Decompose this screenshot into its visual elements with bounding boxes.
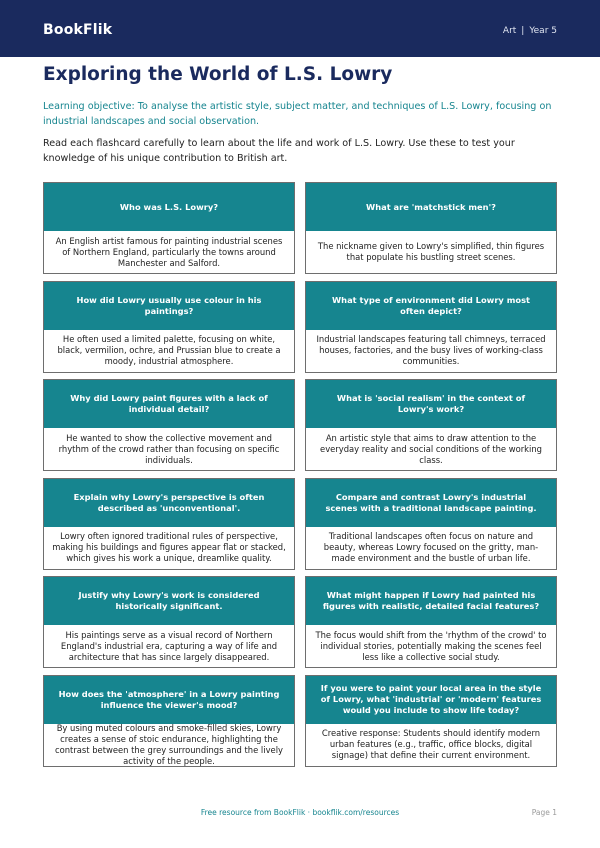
flashcard-answer [306,527,556,569]
flashcard-answer [306,231,556,273]
flashcard-question: What is 'social realism' in the context of Lowry's work? [306,380,556,428]
intro-text: Read each flashcard carefully to learn about the life and work of L.S. Lowry. Use these to test your knowledge of his unique contribution to British art. [43,138,515,164]
flashcard-answer [44,625,294,667]
top-bar [0,0,600,57]
flashcard-answer-text: Lowry often ignored traditional rules of perspective, making his buildings and figures appear flat or stacked, which gives his work a unique, dreamlike quality. [52,531,286,563]
flashcard-question: If you were to paint your local area in the style of Lowry, what 'industrial' or 'modern' features would you include to show life today? [306,676,556,724]
flashcard[interactable] [43,182,295,274]
meta-separator: | [521,26,525,36]
flashcard-answer [44,231,294,273]
year-label: Year 5 [529,26,557,36]
page-title: Exploring the World of L.S. Lowry [43,64,393,85]
flashcard-question: How did Lowry usually use colour in his paintings? [44,282,294,330]
flashcard-answer-text: An artistic style that aims to draw attention to the everyday reality and social conditions of the working class. [320,432,542,465]
flashcard[interactable] [305,576,557,668]
flashcard-answer-text: The nickname given to Lowry's simplified, thin figures that populate his bustling street scenes. [317,241,545,262]
page-number: Page 1 [531,808,557,817]
flashcard-answer-text: An English artist famous for painting industrial scenes of Northern England, particularly the towns around Manchester and Salford. [55,235,283,268]
flashcard-answer-text: Creative response: Students should identify modern urban features (e.g., traffic, office blocks, digital signage) that define their current environment. [321,728,541,760]
learning-objective: Learning objective: To analyse the artistic style, subject matter, and techniques of L.S. Lowry, focusing on industrial landscapes and social observation. [43,101,552,127]
flashcard[interactable] [305,478,557,570]
flashcard-question: Who was L.S. Lowry? [44,183,294,231]
flashcard[interactable] [305,379,557,471]
flashcard[interactable] [305,675,557,767]
flashcard-question: What type of environment did Lowry most often depict? [306,282,556,330]
flashcard-question: Justify why Lowry's work is considered historically significant. [44,577,294,625]
flashcard-question: What are 'matchstick men'? [306,183,556,231]
flashcard-grid [43,182,557,773]
flashcard-question: How does the 'atmosphere' in a Lowry painting influence the viewer's mood? [44,676,294,724]
footer-text: Free resource from BookFlik · bookflik.com/resources [200,808,400,817]
flashcard[interactable] [43,478,295,570]
flashcard-answer [306,428,556,470]
subject-year [503,26,557,36]
flashcard[interactable] [43,576,295,668]
flashcard-question: Compare and contrast Lowry's industrial scenes with a traditional landscape painting. [306,479,556,527]
flashcard[interactable] [43,379,295,471]
subject-label: Art [502,26,517,36]
flashcard-answer [306,330,556,372]
flashcard-answer-text: His paintings serve as a visual record of Northern England's industrial era, capturing a way of life and architecture that has since largely disappeared. [60,629,278,662]
flashcard-answer [306,625,556,667]
flashcard[interactable] [305,182,557,274]
flashcard-answer-text: Industrial landscapes featuring tall chimneys, terraced houses, factories, and the busy lives of working-class communities. [316,334,546,366]
flashcard-answer-text: By using muted colours and smoke-filled skies, Lowry creates a sense of stoic endurance, highlighting the contrast between the grey surroundings and the lively activity of the people. [55,723,283,766]
flashcard[interactable] [43,281,295,373]
flashcard-question: What might happen if Lowry had painted his figures with realistic, detailed facial features? [306,577,556,625]
flashcard-answer-text: The focus would shift from the 'rhythm of the crowd' to individual stories, potentially making the scenes feel less like a collective social study. [315,629,547,662]
flashcard-answer [306,724,556,766]
flashcard[interactable] [305,281,557,373]
flashcard-question: Explain why Lowry's perspective is often described as 'unconventional'. [44,479,294,527]
flashcard-answer-text: Traditional landscapes often focus on nature and beauty, whereas Lowry focused on the gritty, man-made environment and the bustle of urban life. [323,531,539,563]
flashcard-question: Why did Lowry paint figures with a lack of individual detail? [44,380,294,428]
flashcard-answer-text: He wanted to show the collective movement and rhythm of the crowd rather than focusing on specific individuals. [58,432,280,465]
flashcard-answer [44,428,294,470]
flashcard-answer [44,724,294,766]
flashcard[interactable] [43,675,295,767]
flashcard-answer [44,527,294,569]
flashcard-answer-text: He often used a limited palette, focusing on white, black, vermilion, ochre, and Prussian blue to create a moody, industrial atmosphere. [57,334,281,366]
brand-logo[interactable]: BookFlik [43,22,113,38]
flashcard-answer [44,330,294,372]
